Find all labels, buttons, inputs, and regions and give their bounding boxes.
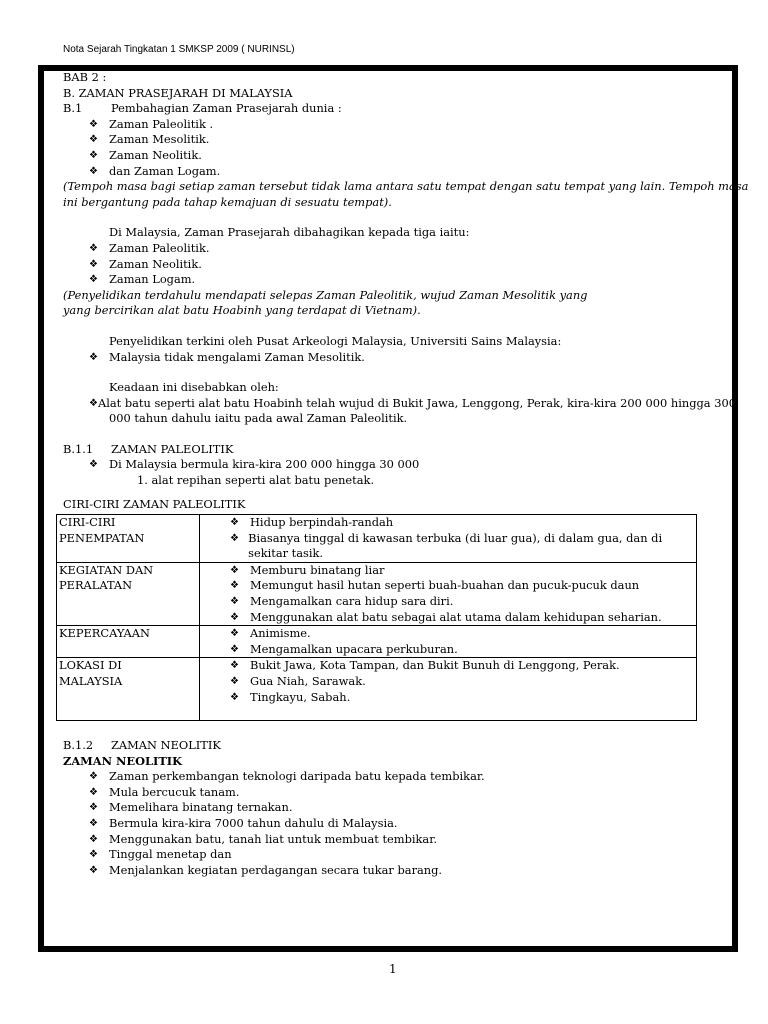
bullet-icon: ❖ [89, 258, 98, 270]
list-item-continuation: 000 tahun dahulu iaitu pada awal Zaman Paleolitik. [109, 411, 408, 426]
table-title: CIRI-CIRI ZAMAN PALEOLITIK [63, 496, 246, 511]
list-item: ❖ Hidup berpindah-randah [230, 515, 394, 529]
section-title: Pembahagian Zaman Prasejarah dunia : [111, 101, 342, 116]
list-item: ❖ Gua Niah, Sarawak. [230, 673, 366, 688]
list-item: ❖ Zaman Paleolitik . [89, 116, 214, 131]
note-text: yang bercirikan alat batu Hoabinh yang terdapat di Vietnam). [63, 303, 421, 318]
numbered-item: 1. alat repihan seperti alat batu penetak. [137, 473, 375, 488]
section-b12-heading [63, 738, 723, 754]
list-item: ❖ Mula bercucuk tanam. [89, 784, 240, 799]
chapter-title: B. ZAMAN PRASEJARAH DI MALAYSIA [63, 85, 293, 100]
list-item: ❖ Zaman Paleolitik. [89, 240, 210, 255]
bullet-icon: ❖ [230, 675, 239, 687]
table-row [57, 658, 697, 721]
bullet-icon: ❖ [89, 786, 98, 798]
list-item: ❖ Malaysia tidak mengalami Zaman Mesolitik. [89, 349, 365, 364]
list-item: ❖ Zaman Neolitik. [89, 147, 202, 162]
bullet-icon: ❖ [89, 149, 98, 161]
list-item: ❖ Zaman Neolitik. [89, 256, 202, 271]
bullet-icon: ❖ [230, 660, 239, 672]
table-row-values [200, 562, 697, 625]
bullet-icon: ❖ [230, 532, 239, 544]
ciri-table [56, 514, 697, 721]
table-row-key: CIRI-CIRI PENEMPATAN [57, 515, 200, 563]
section-title: Di Malaysia, Zaman Prasejarah dibahagikan kepada tiga iaitu: [109, 225, 470, 240]
bullet-icon: ❖ [230, 643, 239, 655]
bullet-icon: ❖ [230, 611, 239, 623]
note-text: ini bergantung pada tahap kemajuan di sesuatu tempat). [63, 194, 392, 209]
page-number: 1 [389, 962, 397, 976]
page-header: Nota Sejarah Tingkatan 1 SMKSP 2009 ( NURINSL) [63, 44, 295, 55]
bullet-icon: ❖ [89, 849, 98, 861]
list-item: ❖ Bukit Jawa, Kota Tampan, dan Bukit Bunuh di Lenggong, Perak. [230, 658, 620, 673]
table-row-values [200, 515, 697, 563]
bullet-icon: ❖ [89, 771, 98, 783]
list-item: ❖ Mengamalkan cara hidup sara diri. [230, 593, 454, 608]
table-row-key: KEPERCAYAAN [57, 626, 200, 658]
section-title: Penyelidikan terkini oleh Pusat Arkeologi Malaysia, Universiti Sains Malaysia: [109, 333, 562, 348]
section-title: ZAMAN PALEOLITIK [111, 441, 234, 456]
list-item: ❖ Animisme. [230, 626, 311, 641]
list-item: ❖ Memburu binatang liar [230, 562, 385, 577]
note-text: (Tempoh masa bagi setiap zaman tersebut tidak lama antara satu tempat dengan satu tempat yang lain. Tempoh masa [63, 179, 749, 194]
list-item: ❖ Memungut hasil hutan seperti buah-buahan dan pucuk-pucuk daun [230, 578, 640, 593]
chapter-label: BAB 2 : [63, 70, 107, 84]
bullet-icon: ❖ [230, 564, 239, 576]
list-item: ❖ Menggunakan alat batu sebagai alat utama dalam kehidupan seharian. [230, 609, 662, 624]
bullet-icon: ❖ [230, 691, 239, 703]
table-row [57, 562, 697, 625]
bullet-icon: ❖ [89, 351, 98, 363]
list-item: ❖ Zaman Logam. [89, 272, 196, 287]
table-row-key: LOKASI DI MALAYSIA [57, 658, 200, 721]
list-item: ❖ Memelihara binatang ternakan. [89, 800, 293, 815]
table-row [57, 515, 697, 563]
section-title: Keadaan ini disebabkan oleh: [109, 380, 279, 395]
table-row-values [200, 626, 697, 658]
list-item: ❖ Di Malaysia bermula kira-kira 200 000 hingga 30 000 [89, 457, 420, 472]
bullet-icon: ❖ [89, 817, 98, 829]
note-text: (Penyelidikan terdahulu mendapati selepas Zaman Paleolitik, wujud Zaman Mesolitik yang [63, 287, 588, 302]
neolitik-section [63, 738, 723, 878]
list-item: ❖ Bermula kira-kira 7000 tahun dahulu di Malaysia. [89, 815, 398, 830]
table-row-key: KEGIATAN DAN PERALATAN [57, 562, 200, 625]
list-item: ❖ Alat batu seperti alat batu Hoabinh telah wujud di Bukit Jawa, Lenggong, Perak, kira-kira 200 000 hingga 300 [89, 395, 736, 410]
bullet-icon: ❖ [89, 802, 98, 814]
bullet-icon: ❖ [230, 628, 239, 640]
bullet-icon: ❖ [230, 595, 239, 607]
list-item: ❖ Mengamalkan upacara perkuburan. [230, 641, 458, 656]
list-item: ❖ Zaman perkembangan teknologi daripada batu kepada tembikar. [89, 769, 485, 784]
sub-heading: ZAMAN NEOLITIK [63, 753, 183, 768]
bullet-icon: ❖ [89, 274, 98, 286]
list-item: ❖ Biasanya tinggal di kawasan terbuka (di luar gua), di dalam gua, dan di sekitar tasik. [230, 530, 663, 561]
list-item: ❖ Tingkayu, Sabah. [230, 689, 351, 704]
bullet-icon: ❖ [89, 118, 98, 130]
bullet-icon: ❖ [89, 864, 98, 876]
bullet-icon: ❖ [89, 833, 98, 845]
document-body [63, 70, 749, 512]
bullet-icon: ❖ [89, 397, 98, 409]
section-number: B.1.2 [63, 738, 94, 752]
list-item: ❖ Menggunakan batu, tanah liat untuk membuat tembikar. [89, 831, 438, 846]
section-number: B.1 [63, 101, 83, 116]
table-row [57, 626, 697, 658]
bullet-icon: ❖ [230, 580, 239, 592]
bullet-icon: ❖ [230, 517, 239, 528]
section-number: B.1.1 [63, 441, 94, 456]
list-item: ❖ Tinggal menetap dan [89, 847, 232, 862]
bullet-icon: ❖ [89, 459, 98, 471]
list-item: ❖ Menjalankan kegiatan perdagangan secara tukar barang. [89, 862, 443, 877]
bullet-icon: ❖ [89, 134, 98, 146]
table-row-values [200, 658, 697, 721]
section-b1-heading [63, 101, 723, 117]
section-b11-heading [63, 442, 723, 458]
bullet-icon: ❖ [89, 165, 98, 177]
section-title: ZAMAN NEOLITIK [111, 738, 221, 752]
list-item: ❖ dan Zaman Logam. [89, 163, 221, 178]
bullet-icon: ❖ [89, 242, 98, 254]
list-item: ❖ Zaman Mesolitik. [89, 132, 210, 147]
